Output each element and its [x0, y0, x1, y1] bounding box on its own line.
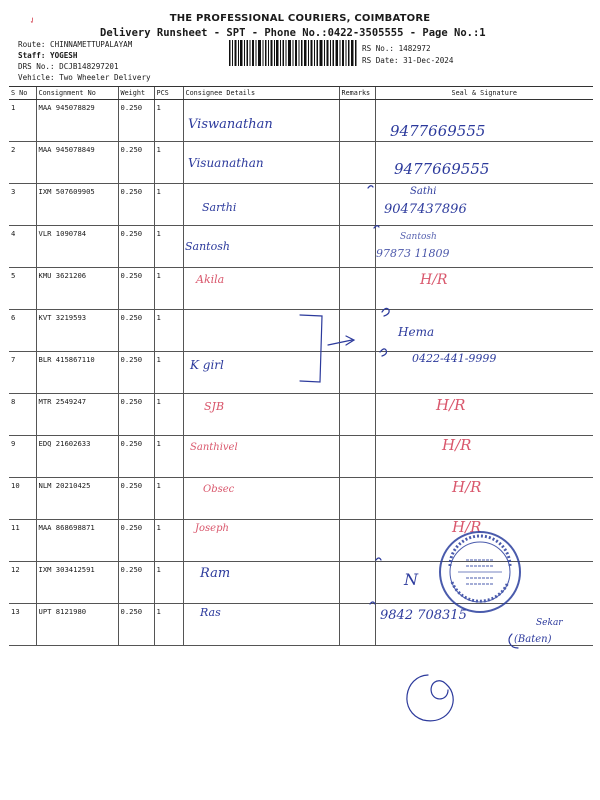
cell-weight: 0.250 [118, 394, 154, 436]
cell-sno: 11 [9, 520, 36, 562]
handwritten-signature: (Baten) [514, 634, 552, 645]
handwritten-mark: H/R [436, 396, 466, 414]
handwritten-consignee: Santosh [185, 240, 230, 253]
drs-label: DRS No.: DCJB148297201 [18, 62, 119, 71]
cell-consignment: BLR 415867110 [36, 352, 118, 394]
cell-weight: 0.250 [118, 520, 154, 562]
handwritten-consignee: Akila [196, 273, 225, 286]
company-title: THE PROFESSIONAL COURIERS, COIMBATORE [169, 13, 431, 24]
handwritten-mark: H/R [452, 478, 482, 496]
rs-no-label: RS No.: 1482972 [362, 44, 431, 53]
handwritten-phone: 9842 708315 [380, 608, 467, 623]
cell-weight: 0.250 [118, 478, 154, 520]
cell-weight: 0.250 [118, 562, 154, 604]
cell-pcs: 1 [154, 478, 183, 520]
handwritten-phone: 9477669555 [394, 160, 490, 178]
cell-consignment: UPT 8121980 [36, 604, 118, 646]
cell-weight: 0.250 [118, 184, 154, 226]
cell-weight: 0.250 [118, 352, 154, 394]
handwritten-consignee: Joseph [195, 523, 229, 534]
cell-pcs: 1 [154, 226, 183, 268]
handwritten-signature: Santosh [400, 232, 437, 242]
runsheet-subtitle: Delivery Runsheet - SPT - Phone No.:0422-3505555 - Page No.:1 [100, 27, 486, 39]
staff-label: Staff: YOGESH [18, 51, 78, 60]
cell-sno: 2 [9, 142, 36, 184]
handwritten-consignee: K girl [190, 358, 224, 372]
cell-sno: 5 [9, 268, 36, 310]
col-sno: S No [9, 87, 36, 100]
cell-weight: 0.250 [118, 226, 154, 268]
cell-consignment: KMU 3621206 [36, 268, 118, 310]
cell-sno: 4 [9, 226, 36, 268]
handwritten-phone: 9477669555 [390, 122, 486, 140]
handwritten-mark: H/R [442, 436, 472, 454]
col-seal-signature: Seal & Signature [375, 87, 593, 100]
handwritten-phone: 9047437896 [384, 202, 467, 217]
handwritten-consignee: SJB [204, 400, 225, 413]
handwritten-mark: H/R [452, 518, 482, 536]
cell-sno: 9 [9, 436, 36, 478]
cell-sno: 3 [9, 184, 36, 226]
cell-sno: 8 [9, 394, 36, 436]
cell-consignment: MTR 2549247 [36, 394, 118, 436]
handwritten-consignee: Obsec [203, 484, 235, 495]
handwritten-consignee: Ram [200, 566, 231, 581]
route-label: Route: CHINNAMETTUPALAYAM [18, 40, 133, 49]
col-weight: Weight [118, 87, 154, 100]
cell-sno: 10 [9, 478, 36, 520]
cell-pcs: 1 [154, 184, 183, 226]
cell-weight: 0.250 [118, 604, 154, 646]
cell-weight: 0.250 [118, 100, 154, 142]
cell-pcs: 1 [154, 352, 183, 394]
cell-sno: 1 [9, 100, 36, 142]
cell-weight: 0.250 [118, 310, 154, 352]
handwritten-consignee: Santhivel [190, 442, 238, 453]
handwritten-signature: Sathi [410, 186, 437, 197]
cell-consignment: IXM 303412591 [36, 562, 118, 604]
cell-consignment: MAA 945078829 [36, 100, 118, 142]
col-consignee-details: Consignee Details [183, 87, 339, 100]
cell-pcs: 1 [154, 100, 183, 142]
cell-pcs: 1 [154, 436, 183, 478]
cell-consignment: VLR 1090784 [36, 226, 118, 268]
cell-consignment: KVT 3219593 [36, 310, 118, 352]
corner-mark: ✓ [27, 15, 38, 27]
cell-pcs: 1 [154, 520, 183, 562]
handwritten-consignee: Viswanathan [188, 117, 273, 132]
handwritten-consignee: Ras [200, 606, 221, 619]
cell-pcs: 1 [154, 604, 183, 646]
vehicle-label: Vehicle: Two Wheeler Delivery [18, 73, 151, 82]
col-remarks: Remarks [339, 87, 375, 100]
col-consignment-no: Consignment No [36, 87, 118, 100]
cell-consignment: NLM 20210425 [36, 478, 118, 520]
cell-pcs: 1 [154, 268, 183, 310]
rs-date-label: RS Date: 31-Dec-2024 [362, 56, 454, 65]
handwritten-consignee: Sarthi [202, 201, 237, 214]
cell-sno: 6 [9, 310, 36, 352]
handwritten-consignee: Visuanathan [188, 156, 264, 170]
cell-consignment: MAA 945078849 [36, 142, 118, 184]
handwritten-phone: 0422-441-9999 [412, 352, 497, 365]
col-pcs: PCS [154, 87, 183, 100]
handwritten-signature: Hema [398, 325, 435, 339]
cell-sno: 7 [9, 352, 36, 394]
cell-pcs: 1 [154, 142, 183, 184]
cell-pcs: 1 [154, 562, 183, 604]
cell-weight: 0.250 [118, 436, 154, 478]
cell-sno: 13 [9, 604, 36, 646]
college-seal-stamp [436, 528, 524, 616]
cell-weight: 0.250 [118, 142, 154, 184]
cell-consignment: MAA 868698871 [36, 520, 118, 562]
cell-sno: 12 [9, 562, 36, 604]
cell-consignment: IXM 507609905 [36, 184, 118, 226]
cell-pcs: 1 [154, 310, 183, 352]
handwritten-mark: N [404, 570, 418, 589]
handwritten-phone: 97873 11809 [376, 247, 450, 260]
cell-pcs: 1 [154, 394, 183, 436]
handwritten-mark: H/R [420, 272, 448, 288]
cell-weight: 0.250 [118, 268, 154, 310]
cell-consignment: EDQ 21602633 [36, 436, 118, 478]
handwritten-signature: Sekar [536, 618, 563, 628]
